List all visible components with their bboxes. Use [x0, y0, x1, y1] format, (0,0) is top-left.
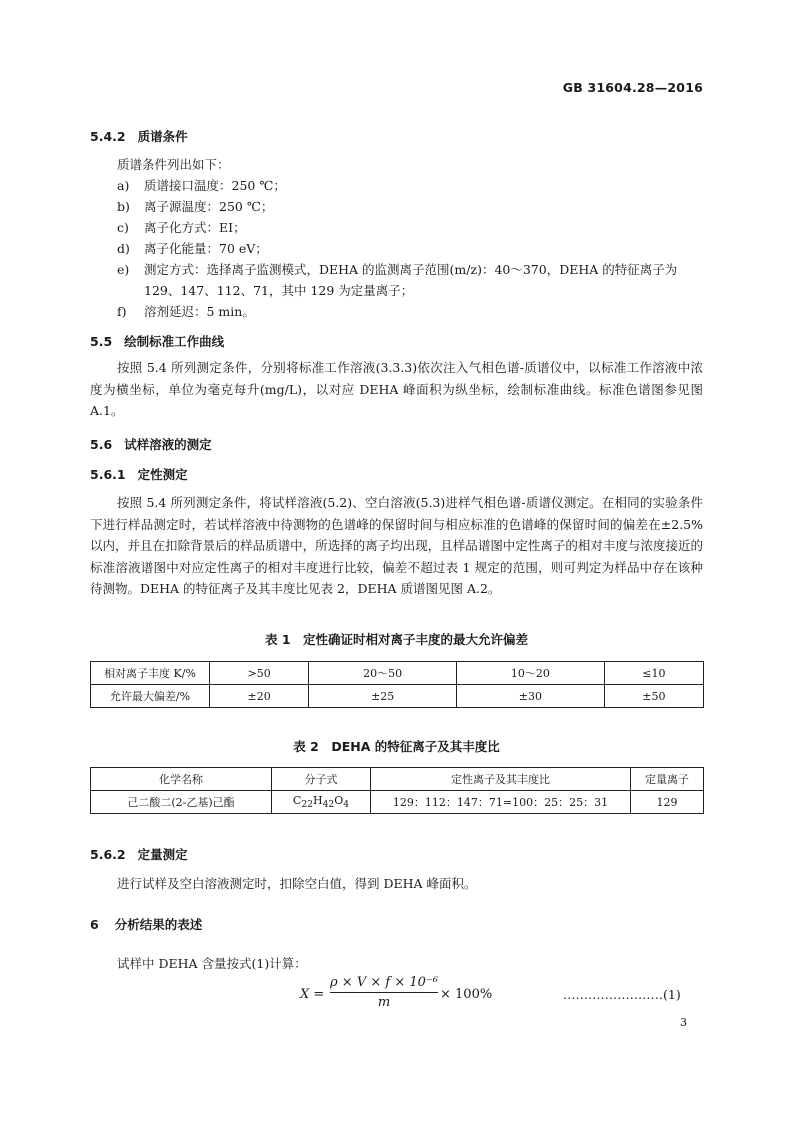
section-number: 5.4.2 [90, 129, 126, 144]
quantitative-paragraph: 进行试样及空白溶液测定时，扣除空白值，得到 DEHA 峰面积。 [117, 876, 477, 891]
list-item [117, 218, 246, 238]
list-label: f) [117, 304, 127, 319]
list-item [117, 197, 273, 217]
table-1 [90, 661, 704, 708]
list-text: 离子源温度：250 ℃； [144, 199, 274, 214]
qualitative-paragraph: 按照 5.4 所列测定条件，将试样溶液(5.2)、空白溶液(5.3)进样气相色谱-质谱仪测定。在相同的实验条件下进行样品测定时，若试样溶液中待测物的色谱峰的保留时间与相应标准的色谱峰的保留时间的偏差在±2.5%以内，并且在扣除背景后的样品质谱中，所选择的离子均出现，且样品谱图中定性离子的相对丰度与浓度接近的标准溶液谱图中对应定性离子的相对丰度进行比较，偏差不超过表 1 规定的范围，则可判定为样品中存在该种待测物。DEHA 的特征离子及其丰度比见表 2，DEHA 质谱图见图 A.2。 [90, 495, 703, 596]
table-row-label: 允许最大偏差/% [91, 685, 210, 708]
table-1-caption: 表 1 定性确证时相对离子丰度的最大允许偏差 [264, 632, 529, 647]
list-text: 离子化方式：EI； [144, 220, 246, 235]
table-row [91, 662, 704, 685]
section-5-6-heading [90, 435, 212, 453]
table-cell: ±20 [210, 685, 309, 708]
section-number: 5.6 [90, 437, 113, 452]
table-2-caption: 表 2 DEHA 的特征离子及其丰度比 [293, 739, 500, 754]
formula-intro: 试样中 DEHA 含量按式(1)计算： [117, 956, 307, 971]
conditions-intro: 质谱条件列出如下： [117, 157, 230, 172]
table-2 [90, 767, 704, 814]
section-number: 5.5 [90, 334, 113, 349]
section-6-heading [90, 915, 202, 933]
list-item-continuation: 129、147、112、71，其中 129 为定量离子； [144, 283, 414, 298]
formula-denominator: m [377, 995, 391, 1010]
formula-part: O [334, 793, 344, 807]
list-label: c) [117, 220, 129, 235]
molecular-formula [272, 791, 371, 814]
table-header-row [91, 768, 704, 791]
chemical-name: 己二酸二(2-乙基)己酯 [91, 791, 272, 814]
list-text: 溶剂延迟：5 min。 [144, 304, 255, 319]
list-label: b) [117, 199, 130, 214]
table-header: 化学名称 [91, 768, 272, 791]
list-item [117, 239, 268, 259]
formula-fraction [330, 975, 438, 1010]
table-cell: ≤10 [604, 662, 703, 685]
section-title: 定性测定 [137, 467, 188, 482]
list-item [117, 302, 255, 322]
section-number: 5.6.1 [90, 467, 126, 482]
section-5-6-1-heading [90, 465, 188, 483]
section-number: 6 [90, 917, 99, 932]
list-item [117, 260, 677, 280]
table-row-label: 相对离子丰度 K/% [91, 662, 210, 685]
list-item [117, 176, 286, 196]
formula-sub: 4 [343, 799, 350, 811]
list-text: 测定方式：选择离子监测模式，DEHA 的监测离子范围(m/z)：40～370，DEHA 的特征离子为 [144, 262, 678, 277]
page-number: 3 [680, 1016, 687, 1029]
table-cell: ±50 [604, 685, 703, 708]
table-cell: 10～20 [456, 662, 604, 685]
table-row [91, 791, 704, 814]
standard-id: GB 31604.28—2016 [562, 80, 703, 95]
equation-number: ……………………(1) [563, 987, 681, 1002]
section-title: 分析结果的表述 [114, 917, 203, 932]
table-row [91, 685, 704, 708]
table-cell: >50 [210, 662, 309, 685]
table-cell: ±30 [456, 685, 604, 708]
section-5-6-2-heading [90, 845, 188, 863]
section-number: 5.6.2 [90, 847, 126, 862]
section-title: 绘制标准工作曲线 [124, 334, 225, 349]
table-cell: 20～50 [309, 662, 457, 685]
formula-sub: 42 [322, 799, 335, 811]
section-title: 试样溶液的测定 [124, 437, 212, 452]
list-label: a) [117, 178, 130, 193]
section-title: 质谱条件 [137, 129, 188, 144]
list-text: 质谱接口温度：250 ℃； [144, 178, 286, 193]
table-header: 分子式 [272, 768, 371, 791]
list-text: 离子化能量：70 eV； [144, 241, 268, 256]
formula-sub: 22 [301, 799, 313, 811]
quant-ion: 129 [631, 791, 704, 814]
section-title: 定量测定 [137, 847, 188, 862]
table-cell: ±25 [309, 685, 457, 708]
formula-numerator: ρ × V × f × 10⁻⁶ [330, 975, 438, 993]
table-header: 定量离子 [631, 768, 704, 791]
formula-rhs: × 100% [440, 987, 493, 1002]
list-label: e) [117, 262, 130, 277]
list-label: d) [117, 241, 130, 256]
formula-lhs: X = [300, 987, 325, 1002]
table-header: 定性离子及其丰度比 [371, 768, 631, 791]
ion-ratio: 129：112：147：71=100：25：25：31 [371, 791, 631, 814]
calibration-paragraph: 按照 5.4 所列测定条件，分别将标准工作溶液(3.3.3)依次注入气相色谱-质谱仪中，以标准工作溶液中浓度为横坐标，单位为毫克每升(mg/L)，以对应 DEHA 峰面积为纵坐标，绘制标准曲线。标准色谱图参见图 A.1。 [90, 360, 703, 418]
formula-part: H [312, 793, 323, 807]
section-5-4-2-heading [90, 127, 188, 145]
section-5-5-heading [90, 332, 224, 350]
formula-part: C [292, 793, 302, 807]
